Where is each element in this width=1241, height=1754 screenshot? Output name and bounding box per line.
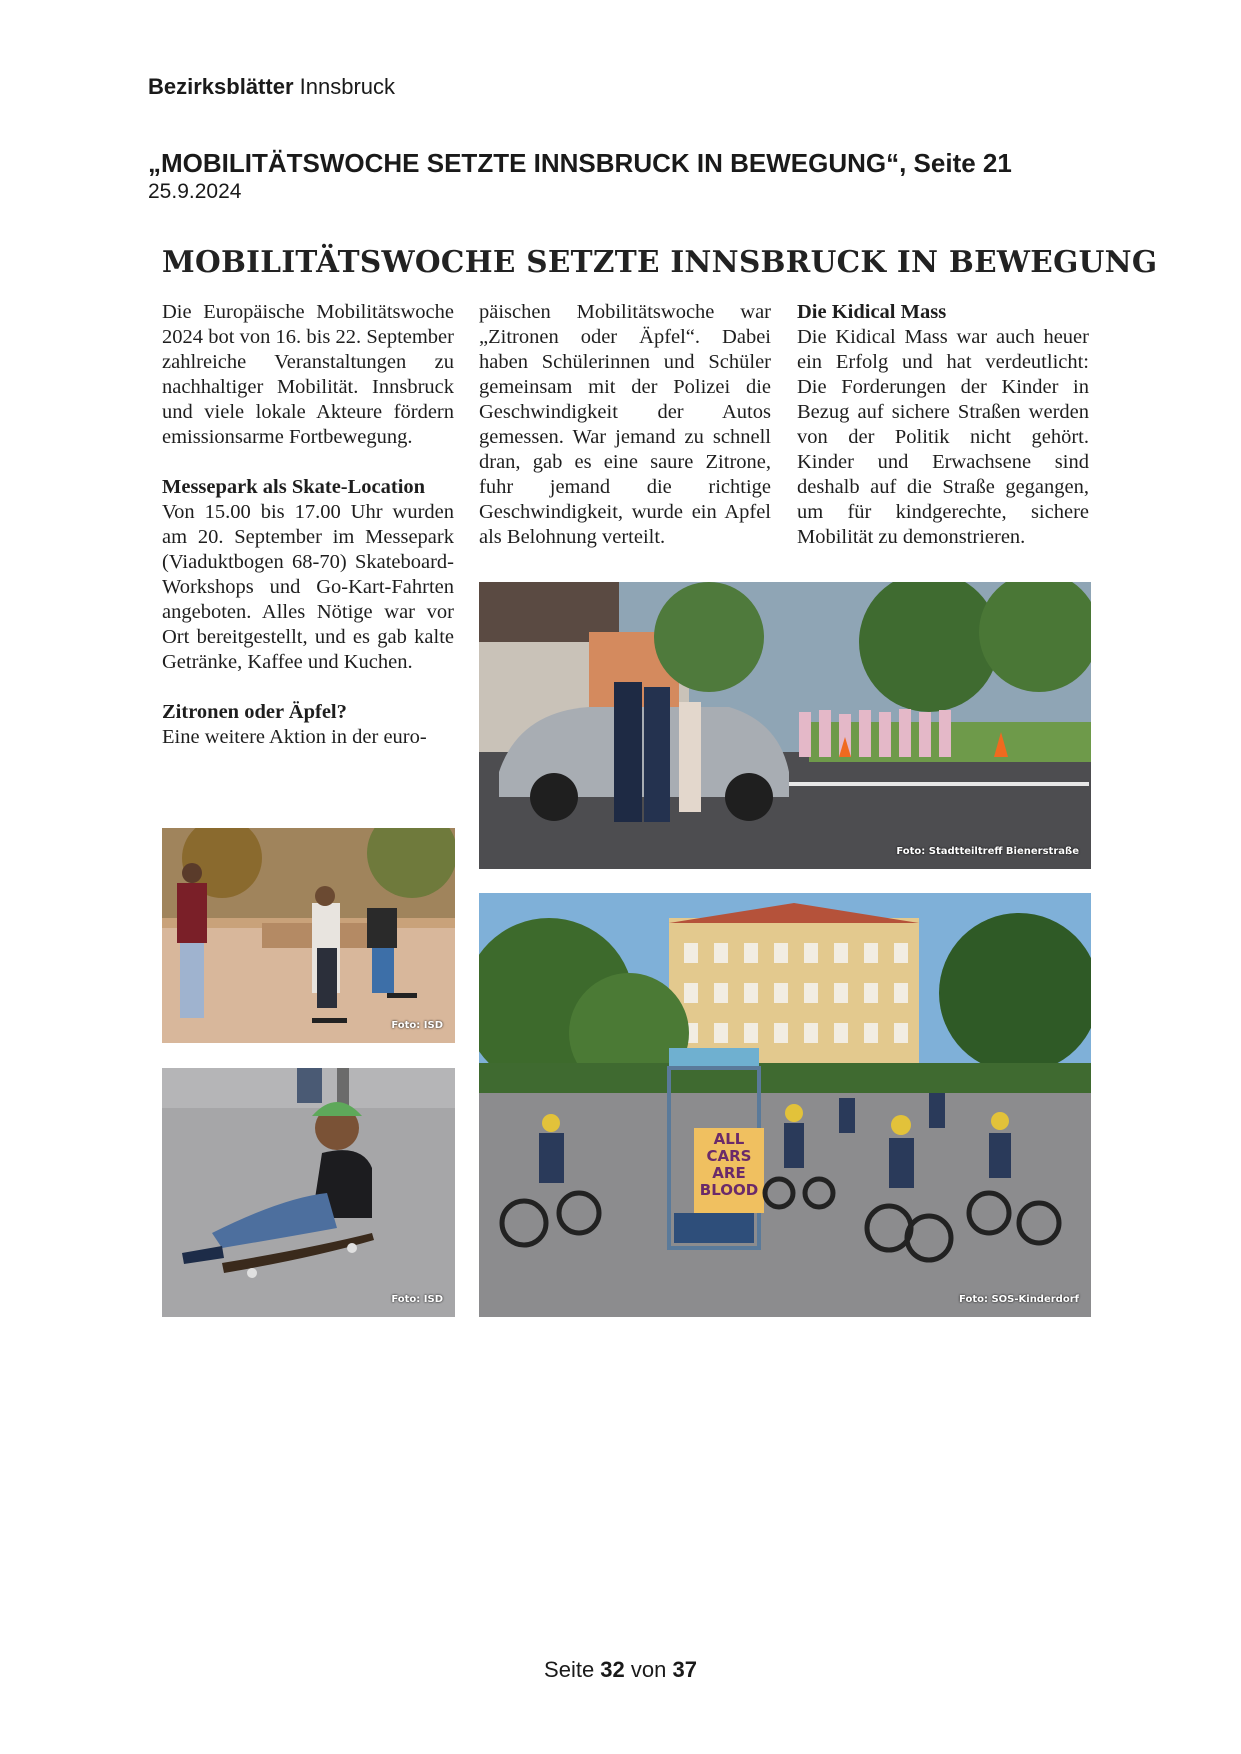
photo-boy-skateboard: [162, 1068, 455, 1317]
page-footer: Seite 32 von 37: [544, 1657, 697, 1682]
bikes-photo-credit: Foto: SOS-Kinderdorf: [959, 1294, 1079, 1305]
section-heading-skate: Messepark als Skate-Location: [162, 476, 426, 498]
page-total: 37: [672, 1657, 697, 1682]
article-column-3: [797, 300, 1089, 550]
article-headline: MOBILITÄTSWOCHE SETZTE INNSBRUCK IN BEWEGUNG: [162, 244, 1158, 279]
photo-skate-workshop: [162, 828, 455, 1043]
sign-all-cars-are-blood: ALL CARS ARE BLOOD: [699, 1130, 759, 1199]
publication-name: Bezirksblätter Innsbruck: [148, 74, 396, 99]
photo-police-speed-check: [479, 582, 1091, 869]
boy-skateboard-image: [162, 1068, 455, 1317]
skate1-photo-credit: Foto: ISD: [391, 1020, 443, 1031]
photo-kidical-mass-bikes: [479, 893, 1091, 1317]
kidical-mass-image: [479, 893, 1091, 1317]
intro-paragraph: Die Europäische Mobilitätswoche 2024 bot von 16. bis 22. September zahlreiche Veranstaltungen zu nachhaltiger Mobilität. Innsbruck und viele lokale Akteure fördern emissionsarme Fortbewegung.: [162, 301, 454, 448]
page-number: 32: [600, 1657, 625, 1682]
section-heading-kidical: Die Kidical Mass: [797, 301, 947, 323]
police-photo-image: [479, 582, 1091, 869]
section-text-lemons-start: Eine weitere Aktion in der euro-: [162, 726, 427, 748]
skate2-photo-credit: Foto: ISD: [391, 1294, 443, 1305]
section-text-kidical: Die Kidical Mass war auch heuer ein Erfolg und hat verdeutlicht: Die Forderungen der Kinder in Bezug auf sichere Straßen werden von der Politik nicht gehört. Kinder und Erwachsene sind deshalb auf die Straße gegangen, um für kindgerechte, sichere Mobilität zu demonstrieren.: [797, 326, 1089, 548]
clipping-title: „MOBILITÄTSWOCHE SETZTE INNSBRUCK IN BEWEGUNG“, Seite 21: [148, 148, 1012, 178]
skate-workshop-image: [162, 828, 455, 1043]
article-column-1: [162, 300, 454, 750]
section-text-skate: Von 15.00 bis 17.00 Uhr wurden am 20. September im Messepark (Viaduktbogen 68-70) Skateboard-Workshops und Go-Kart-Fahrten angeboten. Alles Nötige war vor Ort bereitgestellt, und es gab kalte Getränke, Kaffee und Kuchen.: [162, 501, 454, 673]
section-heading-lemons: Zitronen oder Äpfel?: [162, 701, 347, 723]
clipping-date: 25.9.2024: [148, 180, 242, 203]
police-photo-credit: Foto: Stadtteiltreff Bienerstraße: [896, 846, 1079, 857]
article-column-2: [479, 300, 771, 550]
section-text-lemons-cont: päischen Mobilitätswoche war „Zitronen oder Äpfel“. Dabei haben Schülerinnen und Schüler gemeinsam mit der Polizei die Geschwindigkeit der Autos gemessen. War jemand zu schnell dran, gab es eine saure Zitrone, fuhr jemand die richtige Geschwindigkeit, wurde ein Apfel als Belohnung verteilt.: [479, 301, 771, 548]
